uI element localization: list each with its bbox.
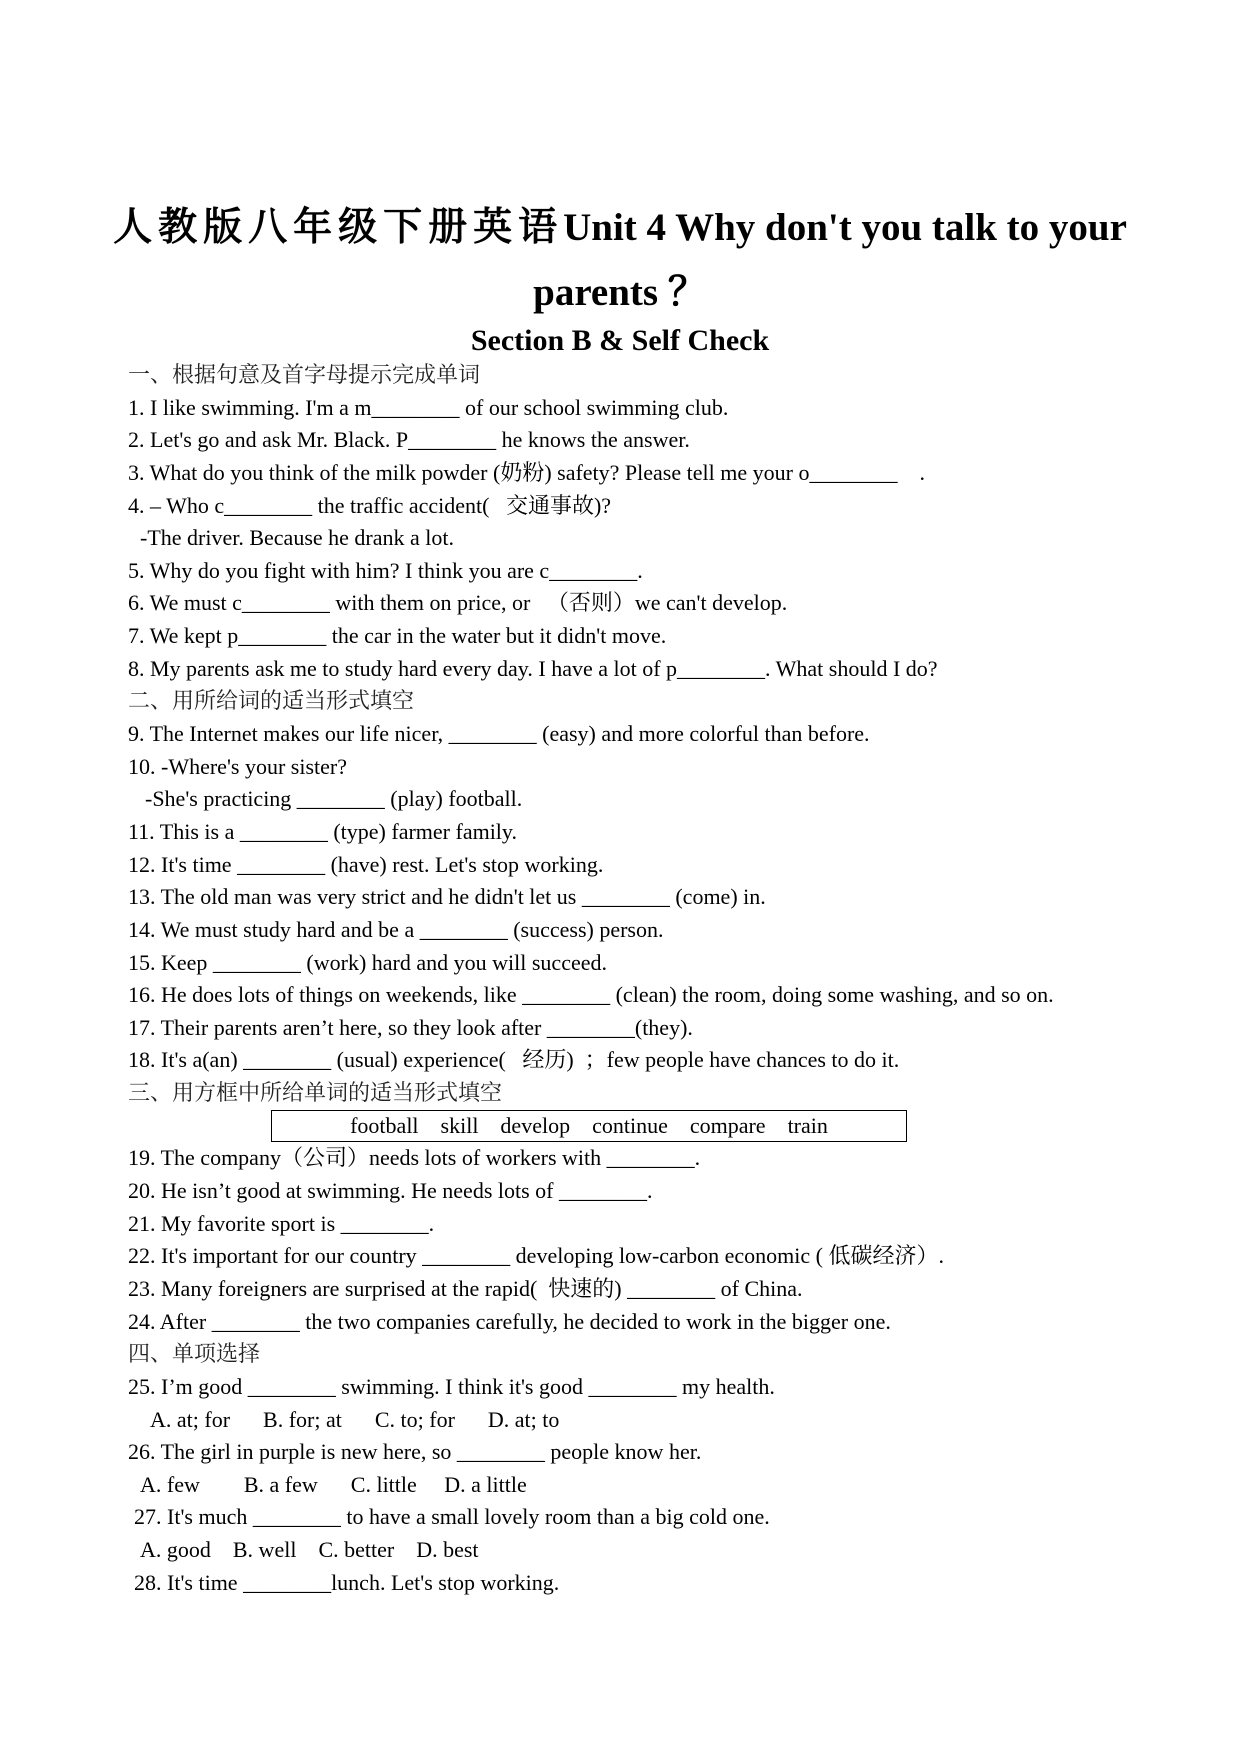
- section-heading-3: 三、用方框中所给单词的适当形式填空: [128, 1080, 503, 1106]
- worksheet-content: [128, 359, 1128, 1599]
- question-5: 5. Why do you fight with him? I think you are c________.: [128, 557, 643, 583]
- question-16: 16. He does lots of things on weekends, like ________ (clean) the room, doing some washing, and so on.: [128, 982, 1054, 1008]
- question-11: 11. This is a ________ (type) farmer family.: [128, 818, 517, 844]
- section-heading-4: 四、单项选择: [128, 1341, 261, 1367]
- word-box: football skill develop continue compare train: [271, 1110, 907, 1142]
- question-3: 3. What do you think of the milk powder (奶粉) safety? Please tell me your o________ .: [128, 459, 925, 485]
- section-heading-2: 二、用所给词的适当形式填空: [128, 688, 415, 714]
- title-line-2: parents ？: [533, 271, 707, 314]
- question-18: 18. It's a(an) ________ (usual) experience( 经历) ；few people have chances to do it.: [128, 1047, 900, 1073]
- question-17: 17. Their parents aren’t here, so they look after ________(they).: [128, 1014, 693, 1040]
- question-13: 13. The old man was very strict and he didn't let us ________ (come) in.: [128, 884, 766, 910]
- question-6: 6. We must c________ with them on price, or （否则）we can't develop.: [128, 590, 788, 616]
- question-10-answer-line: -She's practicing ________ (play) football.: [145, 786, 523, 812]
- title-english: Unit 4 Why don't you talk to your: [563, 206, 1127, 249]
- question-25-options: A. at; for B. for; at C. to; for D. at; to: [150, 1406, 560, 1432]
- question-14: 14. We must study hard and be a ________ (success) person.: [128, 916, 664, 942]
- question-23: 23. Many foreigners are surprised at the rapid( 快速的) ________ of China.: [128, 1275, 803, 1301]
- question-26: 26. The girl in purple is new here, so ________ people know her.: [128, 1439, 702, 1465]
- question-4: 4. – Who c________ the traffic accident( 交通事故)?: [128, 492, 612, 518]
- question-28: 28. It's time ________lunch. Let's stop working.: [134, 1569, 560, 1595]
- question-27: 27. It's much ________ to have a small lovely room than a big cold one.: [134, 1504, 770, 1530]
- question-7: 7. We kept p________ the car in the water but it didn't move.: [128, 623, 667, 649]
- question-4-answer-line: -The driver. Because he drank a lot.: [140, 525, 454, 551]
- question-27-options: A. good B. well C. better D. best: [140, 1537, 479, 1563]
- question-8: 8. My parents ask me to study hard every day. I have a lot of p________. What should I do?: [128, 655, 938, 681]
- question-1: 1. I like swimming. I'm a m________ of our school swimming club.: [128, 394, 729, 420]
- question-10: 10. -Where's your sister?: [128, 753, 348, 779]
- question-24: 24. After ________ the two companies carefully, he decided to work in the bigger one.: [128, 1308, 891, 1334]
- title-line-1: [110, 205, 1130, 251]
- question-12: 12. It's time ________ (have) rest. Let's stop working.: [128, 851, 604, 877]
- question-9: 9. The Internet makes our life nicer, ________ (easy) and more colorful than before.: [128, 721, 870, 747]
- question-22: 22. It's important for our country ________ developing low-carbon economic ( 低碳经济）.: [128, 1243, 944, 1269]
- question-26-options: A. few B. a few C. little D. a little: [140, 1471, 527, 1497]
- title-chinese: 人教版八年级下册英语: [113, 206, 564, 249]
- word-box-row: [128, 1110, 1128, 1143]
- question-19: 19. The company（公司）needs lots of workers with ________.: [128, 1145, 701, 1171]
- question-15: 15. Keep ________ (work) hard and you will succeed.: [128, 949, 607, 975]
- section-heading-1: 一、根据句意及首字母提示完成单词: [128, 362, 481, 387]
- section-subtitle: Section B & Self Check: [470, 324, 770, 357]
- question-25: 25. I’m good ________ swimming. I think it's good ________ my health.: [128, 1373, 775, 1399]
- question-2: 2. Let's go and ask Mr. Black. P________ he knows the answer.: [128, 427, 690, 453]
- question-21: 21. My favorite sport is ________.: [128, 1210, 435, 1236]
- question-20: 20. He isn’t good at swimming. He needs lots of ________.: [128, 1178, 653, 1204]
